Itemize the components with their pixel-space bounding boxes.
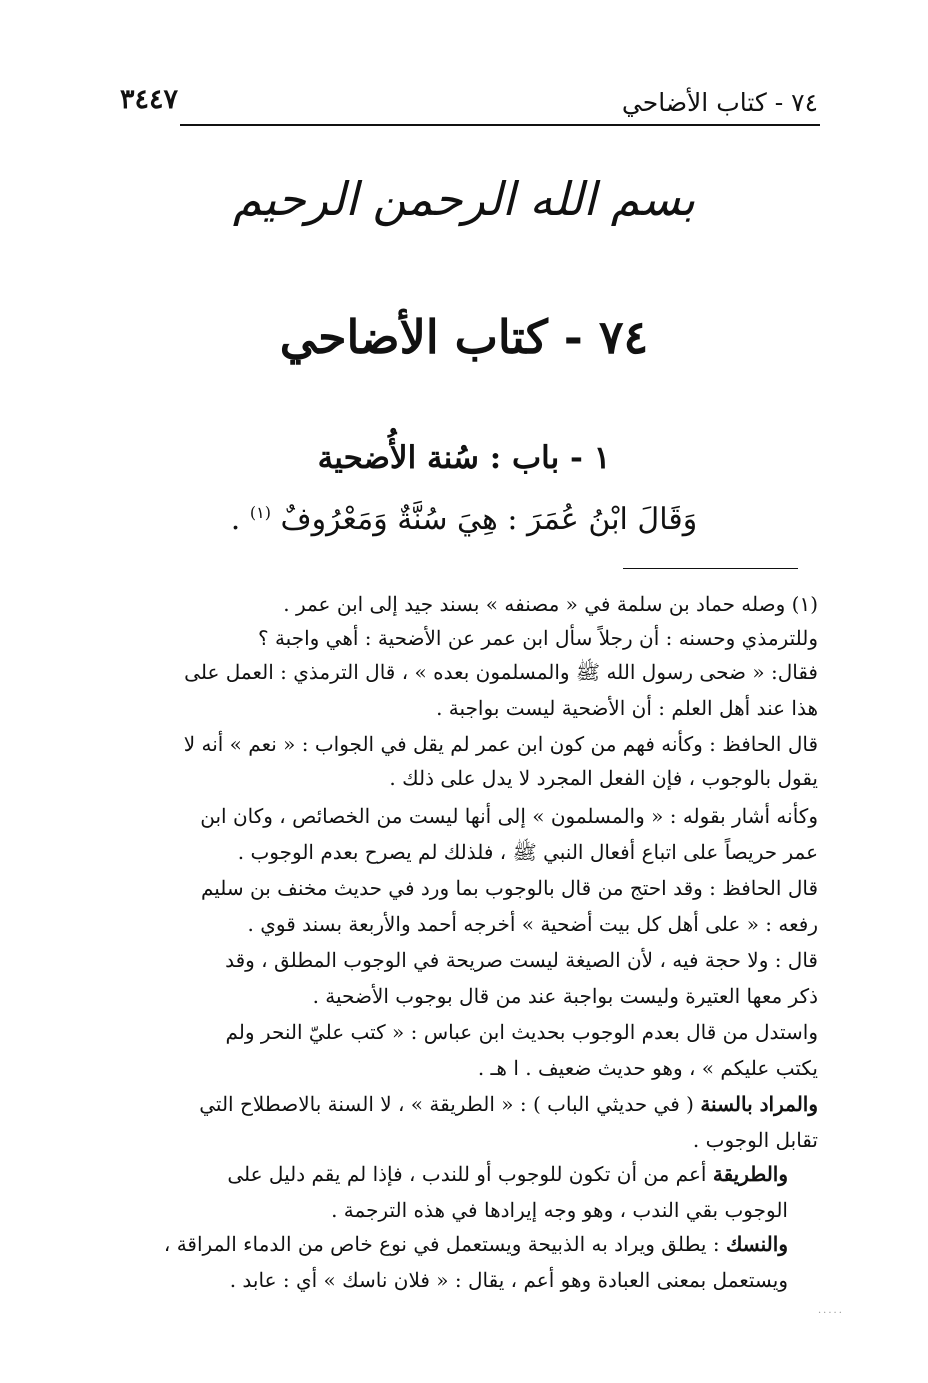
- footnote-line: يكتب عليكم » ، وهو حديث ضعيف . ا هـ .: [477, 1056, 818, 1080]
- footnote-line: قال : ولا حجة فيه ، لأن الصيغة ليست صريحة في الوجوب المطلق ، وقد: [225, 948, 818, 972]
- footnote-line: والمراد بالسنة ( في حديثي الباب ) : « الطريقة » ، لا السنة بالاصطلاح التي: [199, 1092, 818, 1116]
- bab-title: ١ - باب : سُنة الأُضحية: [317, 440, 611, 476]
- footnote-line: هذا عند أهل العلم : أن الأضحية ليست بواجبة .: [436, 696, 818, 720]
- scan-speck: ·····: [818, 1308, 844, 1319]
- footnote-line: قال الحافظ : وقد احتج من قال بالوجوب بما ورد في حديث مخنف بن سليم: [200, 876, 818, 900]
- footnote-line: والنسك : يطلق ويراد به الذبيحة ويستعمل في نوع خاص من الدماء المراقة ،: [163, 1232, 788, 1256]
- footnote-line: عمر حريصاً على اتباع أفعال النبي ﷺ ، فلذلك لم يصرح بعدم الوجوب .: [237, 840, 818, 864]
- hadith-quote: [0, 502, 928, 537]
- footnote-ref: (١): [249, 503, 271, 522]
- footnote-line: والطريقة أعم من أن تكون للوجوب أو للندب ، فإذا لم يقم دليل على: [227, 1162, 788, 1186]
- footnote-line: تقابل الوجوب .: [692, 1128, 818, 1152]
- header-rule: [180, 124, 820, 126]
- footnote-line: وكأنه أشار بقوله : « والمسلمون » إلى أنها ليست من الخصائص ، وكان ابن: [200, 804, 818, 828]
- page-number: ٣٤٤٧: [120, 84, 179, 115]
- quote-end: .: [230, 502, 241, 537]
- footnote-rule: [623, 568, 798, 569]
- footnote-line: واستدل من قال بعدم الوجوب بحديث ابن عباس : « كتب عليّ النحر ولم: [225, 1020, 818, 1044]
- footnote-line: وللترمذي وحسنه : أن رجلاً سأل ابن عمر عن الأضحية : أهي واجبة ؟: [257, 626, 818, 650]
- footnote-line: يقول بالوجوب ، فإن الفعل المجرد لا يدل على ذلك .: [389, 766, 818, 790]
- footnote-line: ذكر معها العتيرة وليست بواجبة عند من قال بوجوب الأضحية .: [312, 984, 818, 1008]
- bold-term-tariqa: والطريقة: [712, 1162, 788, 1186]
- footnote-line: رفعه : « على أهل كل بيت أضحية » أخرجه أحمد والأربعة بسند قوي .: [247, 912, 818, 936]
- bold-term-nusuk: والنسك: [725, 1232, 788, 1256]
- bold-term-murad: والمراد بالسنة: [700, 1092, 818, 1116]
- footnote-line: قال الحافظ : وكأنه فهم من كون ابن عمر لم يقل في الجواب : « نعم » أنه لا: [183, 732, 818, 756]
- quote-text: وَقَالَ ابْنُ عُمَرَ : هِيَ سُنَّةٌ وَمَعْرُوفٌ: [280, 502, 698, 537]
- footnote-line: الوجوب بقي الندب ، وهو وجه إيرادها في هذه الترجمة .: [331, 1198, 788, 1222]
- basmala-calligraphy: بسم الله الرحمن الرحيم: [232, 172, 696, 226]
- footnote-line: فقال: « ضحى رسول الله ﷺ والمسلمون بعده » ، قال الترمذي : العمل على: [184, 660, 818, 684]
- chapter-title: ٧٤ - كتاب الأضاحي: [279, 310, 649, 364]
- footnote-line: (١) وصله حماد بن سلمة في « مصنفه » بسند جيد إلى ابن عمر .: [283, 592, 818, 616]
- footnote-line: ويستعمل بمعنى العبادة وهو أعم ، يقال : « فلان ناسك » أي : عابد .: [229, 1268, 788, 1292]
- running-head-chapter: ٧٤ - كتاب الأضاحي: [621, 88, 818, 117]
